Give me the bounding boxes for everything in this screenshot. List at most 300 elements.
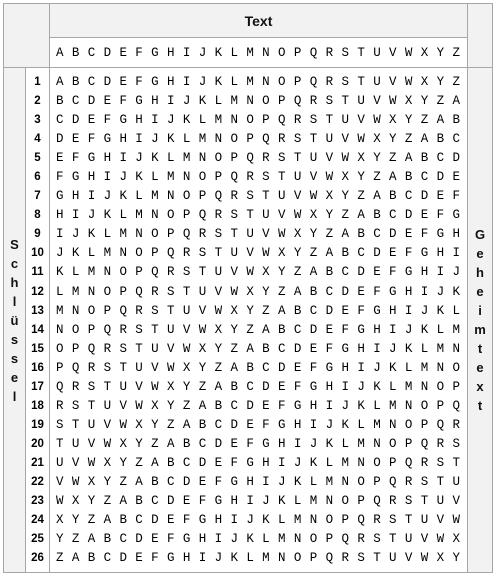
cipher-cell: Q	[198, 208, 207, 223]
cipher-cell: Y	[246, 303, 254, 318]
cipher-cell: M	[182, 151, 191, 166]
cipher-cell: C	[56, 113, 64, 128]
cipher-cell: W	[135, 398, 143, 413]
cipher-cell: V	[341, 132, 349, 147]
cipher-cell: I	[278, 455, 286, 470]
cipher-cell: N	[341, 474, 349, 489]
cipher-cell: K	[56, 265, 64, 280]
cipher-cell: M	[389, 398, 397, 413]
cipher-cell: C	[452, 132, 460, 147]
cipher-cell: S	[420, 474, 429, 489]
cipher-cell: S	[56, 417, 64, 432]
cipher-cell: X	[151, 398, 159, 413]
cipher-cell: P	[389, 455, 397, 470]
cipher-cell: J	[198, 75, 207, 89]
cipher-cell: O	[135, 246, 143, 261]
cipher-cell: B	[103, 532, 112, 547]
cipher-cell: U	[389, 551, 397, 566]
cipher-cell: H	[373, 322, 381, 337]
table-row	[50, 340, 467, 359]
cipher-cell: W	[230, 284, 238, 299]
cipher-cell: T	[87, 398, 96, 413]
header-letter: M	[246, 45, 254, 60]
cipher-cell: T	[278, 170, 286, 185]
cipher-cell: H	[56, 208, 64, 223]
cipher-cell: K	[293, 474, 302, 489]
cipher-cell: G	[167, 551, 175, 566]
cipher-cell: V	[357, 113, 365, 128]
cipher-cell: T	[56, 436, 64, 451]
cipher-cell: I	[325, 398, 334, 413]
right-label-cell	[468, 68, 493, 573]
cipher-cell: M	[309, 494, 318, 509]
left-label-char: c	[10, 255, 19, 271]
cipher-cell: N	[119, 246, 127, 261]
cipher-cell: X	[103, 455, 112, 470]
cipher-cell: U	[56, 455, 64, 470]
cipher-cell: W	[389, 94, 397, 109]
cipher-cell: B	[182, 436, 191, 451]
cipher-cell: O	[103, 284, 112, 299]
cipher-cell: M	[341, 455, 349, 470]
cipher-cell: D	[436, 170, 445, 185]
cipher-cell: D	[404, 208, 413, 223]
cipher-cell: W	[278, 227, 286, 242]
cipher-cell: N	[151, 208, 159, 223]
cipher-cell: W	[420, 551, 429, 566]
cipher-cell: C	[309, 303, 318, 318]
header-letter: C	[87, 45, 96, 60]
cipher-cell: S	[71, 398, 80, 413]
cipher-cell: I	[452, 246, 460, 261]
cipher-cell: G	[87, 151, 96, 166]
cipher-cell: S	[309, 113, 318, 128]
cipher-cell: Z	[167, 417, 175, 432]
cipher-cell: P	[404, 436, 413, 451]
cipher-cell: R	[389, 494, 397, 509]
cipher-cell: R	[246, 170, 254, 185]
cipher-cell: S	[452, 436, 460, 451]
cipher-cell: T	[357, 75, 365, 89]
cipher-cell: Q	[420, 436, 429, 451]
cipher-cell: G	[389, 284, 397, 299]
cipher-cell: V	[373, 94, 381, 109]
cipher-cell: S	[262, 170, 270, 185]
cipher-cell: U	[87, 417, 96, 432]
cipher-cell: G	[341, 341, 349, 356]
cipher-cell: J	[389, 341, 397, 356]
cipher-cell: L	[87, 246, 96, 261]
cipher-cell: T	[151, 322, 159, 337]
cipher-cell: A	[357, 208, 365, 223]
cipher-cell: G	[452, 208, 460, 223]
cipher-cell: C	[436, 151, 445, 166]
cipher-cell: W	[357, 132, 365, 147]
cipher-cell: V	[325, 151, 334, 166]
cipher-cell: F	[357, 303, 365, 318]
header-letter: P	[293, 45, 302, 60]
cipher-cell: X	[389, 113, 397, 128]
cipher-cell: P	[230, 151, 238, 166]
cipher-cell: W	[182, 341, 191, 356]
cipher-cell: I	[198, 551, 207, 566]
cipher-cell: B	[71, 75, 80, 89]
cipher-cell: K	[198, 94, 207, 109]
table-row	[50, 511, 467, 530]
cipher-cell: C	[373, 227, 381, 242]
right-label-char: h	[476, 265, 484, 281]
cipher-cell: V	[404, 551, 413, 566]
cipher-cell: C	[293, 322, 302, 337]
cipher-cell: Z	[278, 284, 286, 299]
cipher-cell: L	[452, 303, 460, 318]
cipher-cell: R	[452, 417, 460, 432]
cipher-cell: A	[246, 341, 254, 356]
cipher-cell: I	[420, 284, 429, 299]
header-letter: X	[420, 45, 429, 60]
cipher-cell: O	[373, 455, 381, 470]
cipher-cell: H	[135, 113, 143, 128]
row-number: 19	[31, 418, 44, 431]
cipher-cell: K	[214, 75, 223, 89]
cipher-cell: R	[278, 132, 286, 147]
cipher-cell: Y	[420, 94, 429, 109]
cipher-cell: W	[404, 75, 413, 89]
cipher-cell: F	[198, 494, 207, 509]
table-row	[50, 187, 467, 206]
cipher-cell: B	[357, 227, 365, 242]
row-number: 3	[34, 114, 41, 127]
cipher-cell: A	[293, 284, 302, 299]
cipher-cell: C	[198, 436, 207, 451]
cipher-cell: E	[182, 494, 191, 509]
cipher-cell: J	[151, 132, 159, 147]
cipher-cell: Z	[309, 246, 318, 261]
table-row	[50, 149, 467, 168]
cipher-cell: S	[151, 303, 159, 318]
cipher-cell: G	[373, 303, 381, 318]
cipher-cell: V	[246, 246, 254, 261]
cipher-cell: B	[246, 360, 254, 375]
cipher-cell: Y	[341, 189, 349, 204]
cipher-cell: Z	[436, 94, 445, 109]
cipher-cell: N	[325, 494, 334, 509]
table-row	[50, 378, 467, 397]
cipher-cell: S	[198, 246, 207, 261]
cipher-cell: Q	[357, 513, 365, 528]
cipher-cell: M	[198, 132, 207, 147]
cipher-cell: Q	[182, 227, 191, 242]
cipher-cell: L	[436, 322, 445, 337]
cipher-cell: U	[357, 94, 365, 109]
cipher-cell: Q	[373, 494, 381, 509]
header-letter: U	[373, 45, 381, 60]
cipher-cell: Z	[420, 113, 429, 128]
cipher-cell: C	[167, 474, 175, 489]
cipher-cell: W	[71, 474, 80, 489]
cipher-cell: X	[452, 532, 460, 547]
cipher-cell: Q	[214, 189, 223, 204]
cipher-cell: J	[103, 189, 112, 204]
table-row	[50, 263, 467, 282]
cipher-cell: B	[87, 551, 96, 566]
cipher-cell: H	[325, 379, 334, 394]
cipher-cell: A	[151, 455, 159, 470]
cipher-cell: J	[373, 360, 381, 375]
cipher-cell: B	[436, 132, 445, 147]
cipher-cell: C	[71, 94, 80, 109]
cipher-cell: T	[230, 227, 238, 242]
cipher-cell: U	[103, 398, 112, 413]
cipher-cell: I	[309, 417, 318, 432]
cipher-cell: D	[119, 551, 127, 566]
cipher-cell: G	[214, 494, 223, 509]
cipher-cell: L	[309, 474, 318, 489]
cipher-cell: P	[167, 227, 175, 242]
table-row	[50, 111, 467, 130]
table-row	[50, 549, 467, 568]
cipher-cell: W	[325, 170, 334, 185]
row-number: 13	[31, 304, 44, 317]
cipher-cell: D	[357, 265, 365, 280]
cipher-cell: I	[56, 227, 64, 242]
cipher-cell: Z	[182, 398, 191, 413]
cipher-cell: K	[151, 151, 159, 166]
cipher-cell: I	[373, 341, 381, 356]
table-row	[50, 397, 467, 416]
cipher-cell: V	[420, 532, 429, 547]
cipher-cell: J	[71, 227, 80, 242]
cipher-cell: K	[167, 132, 175, 147]
cipher-cell: C	[119, 532, 127, 547]
cipher-cell: J	[119, 170, 127, 185]
left-label-char: h	[10, 274, 19, 290]
cipher-cell: L	[198, 113, 207, 128]
cipher-cell: W	[151, 379, 159, 394]
cipher-cell: P	[373, 474, 381, 489]
cipher-cell: M	[452, 322, 460, 337]
cipher-cell: K	[436, 303, 445, 318]
cipher-cell: Y	[357, 170, 365, 185]
cipher-cell: G	[357, 322, 365, 337]
cipher-cell: Z	[230, 341, 238, 356]
cipher-cell: H	[309, 398, 318, 413]
cipher-cell: Z	[389, 151, 397, 166]
cipher-cell: Y	[452, 551, 460, 566]
cipher-cell: I	[230, 513, 238, 528]
cipher-cell: Q	[56, 379, 64, 394]
cipher-cell: M	[214, 113, 223, 128]
table-row	[50, 454, 467, 473]
cipher-cell: Y	[214, 341, 223, 356]
cipher-cell: E	[167, 513, 175, 528]
cipher-cell: T	[293, 151, 302, 166]
cipher-cell: C	[357, 246, 365, 261]
cipher-cell: S	[87, 379, 96, 394]
cipher-cell: X	[341, 170, 349, 185]
left-label-char: l	[12, 293, 17, 309]
cipher-cell: F	[278, 398, 286, 413]
cipher-cell: V	[214, 284, 223, 299]
cipher-cell: Z	[293, 265, 302, 280]
cipher-cell: N	[167, 189, 175, 204]
cipher-cell: X	[230, 303, 238, 318]
cipher-cell: P	[262, 113, 270, 128]
cipher-cell: Z	[119, 474, 127, 489]
cipher-cell: Q	[103, 322, 112, 337]
header-title: Text	[50, 4, 468, 38]
table-row	[50, 435, 467, 454]
cipher-cell: Y	[198, 360, 207, 375]
cipher-cell: F	[214, 474, 223, 489]
cipher-cell: M	[436, 341, 445, 356]
cipher-cell: E	[71, 132, 80, 147]
cipher-cell: Q	[309, 75, 318, 89]
cipher-cell: F	[404, 246, 413, 261]
cipher-cell: P	[198, 189, 207, 204]
cipher-cell: U	[309, 151, 318, 166]
cipher-cell: R	[357, 532, 365, 547]
cipher-cell: T	[167, 303, 175, 318]
cipher-cell: I	[389, 322, 397, 337]
cipher-cell: G	[420, 246, 429, 261]
cipher-cell: H	[262, 455, 270, 470]
cipher-cell: H	[87, 170, 96, 185]
cipher-cell: S	[341, 75, 349, 89]
cipher-cell: W	[246, 265, 254, 280]
cipher-cell: Q	[325, 551, 334, 566]
cipher-cell: I	[436, 265, 445, 280]
cipher-cell: C	[341, 265, 349, 280]
cipher-cell: H	[420, 265, 429, 280]
cipher-cell: F	[293, 379, 302, 394]
cipher-cell: F	[325, 341, 334, 356]
cipher-cell: X	[87, 474, 96, 489]
cipher-cell: P	[452, 379, 460, 394]
cipher-cell: D	[452, 151, 460, 166]
cipher-cell: J	[246, 513, 254, 528]
cipher-cell: R	[262, 151, 270, 166]
cipher-cell: U	[436, 494, 445, 509]
cipher-cell: X	[135, 417, 143, 432]
right-label-char: e	[476, 360, 484, 376]
cipher-cell: W	[373, 113, 381, 128]
cipher-cell: Q	[293, 94, 302, 109]
cipher-cell: D	[135, 532, 143, 547]
cipher-cell: A	[71, 551, 80, 566]
row-number: 1	[34, 76, 41, 88]
cipher-cell: J	[135, 151, 143, 166]
cipher-cell: Z	[103, 494, 112, 509]
cipher-cell: G	[151, 75, 159, 89]
cipher-cell: E	[119, 75, 127, 89]
cipher-cell: Y	[135, 436, 143, 451]
cipher-cell: F	[151, 551, 159, 566]
cipher-cell: H	[182, 551, 191, 566]
cipher-cell: Q	[389, 474, 397, 489]
cipher-cell: R	[103, 341, 112, 356]
cipher-cell: A	[182, 417, 191, 432]
cipher-cell: W	[341, 151, 349, 166]
cipher-cell: C	[103, 551, 112, 566]
right-label-char: t	[477, 398, 483, 414]
cipher-cell: T	[71, 417, 80, 432]
cipher-cell: C	[230, 398, 238, 413]
table-corner-right	[468, 4, 493, 68]
cipher-cell: Z	[341, 208, 349, 223]
cipher-cell: E	[309, 341, 318, 356]
cipher-cell: B	[309, 284, 318, 299]
cipher-cell: N	[135, 227, 143, 242]
right-label-char: t	[477, 341, 483, 357]
cipher-cell: I	[119, 151, 127, 166]
header-letter: R	[325, 45, 334, 60]
cipher-cell: V	[230, 265, 238, 280]
cipher-cell: B	[230, 379, 238, 394]
row-number: 12	[31, 285, 44, 298]
cipher-cell: P	[182, 208, 191, 223]
cipher-cell: P	[214, 170, 223, 185]
cipher-cell: A	[87, 532, 96, 547]
cipher-cell: G	[182, 532, 191, 547]
cipher-cell: E	[278, 379, 286, 394]
cipher-cell: G	[135, 94, 143, 109]
cipher-cell: F	[182, 513, 191, 528]
cipher-cell: S	[230, 208, 238, 223]
cipher-cell: Y	[389, 132, 397, 147]
cipher-cell: U	[151, 341, 159, 356]
cipher-cell: G	[103, 132, 112, 147]
table-row	[50, 92, 467, 111]
cipher-cell: D	[103, 75, 112, 89]
cipher-cell: L	[373, 398, 381, 413]
cipher-cell: T	[119, 360, 127, 375]
cipher-cell: Y	[167, 398, 175, 413]
cipher-cell: Q	[71, 360, 80, 375]
cipher-cell: N	[214, 132, 223, 147]
cipher-cell: M	[103, 246, 112, 261]
header-letter: V	[389, 45, 397, 60]
row-number: 22	[31, 475, 44, 488]
table-row	[50, 73, 467, 92]
cipher-cell: T	[436, 474, 445, 489]
right-label-char: x	[476, 379, 484, 395]
cipher-cell: L	[357, 417, 365, 432]
cipher-cell: D	[325, 303, 334, 318]
header-letter: F	[135, 45, 143, 60]
cipher-cell: L	[167, 151, 175, 166]
cipher-cell: H	[389, 303, 397, 318]
cipher-cell: H	[293, 417, 302, 432]
table-row	[50, 530, 467, 549]
cipher-cell: P	[246, 132, 254, 147]
cipher-cell: S	[167, 284, 175, 299]
cipher-cell: P	[309, 551, 318, 566]
cipher-cell: I	[246, 494, 254, 509]
cipher-cell: G	[198, 513, 207, 528]
cipher-cell: H	[278, 436, 286, 451]
header-letter: K	[214, 45, 223, 60]
cipher-cell: J	[325, 417, 334, 432]
table-row	[50, 492, 467, 511]
cipher-cell: N	[87, 284, 96, 299]
cipher-cell: K	[325, 436, 334, 451]
cipher-cell: A	[420, 132, 429, 147]
cipher-cell: X	[293, 227, 302, 242]
cipher-cell: F	[87, 132, 96, 147]
left-label-char: s	[10, 350, 19, 366]
cipher-cell: F	[119, 94, 127, 109]
